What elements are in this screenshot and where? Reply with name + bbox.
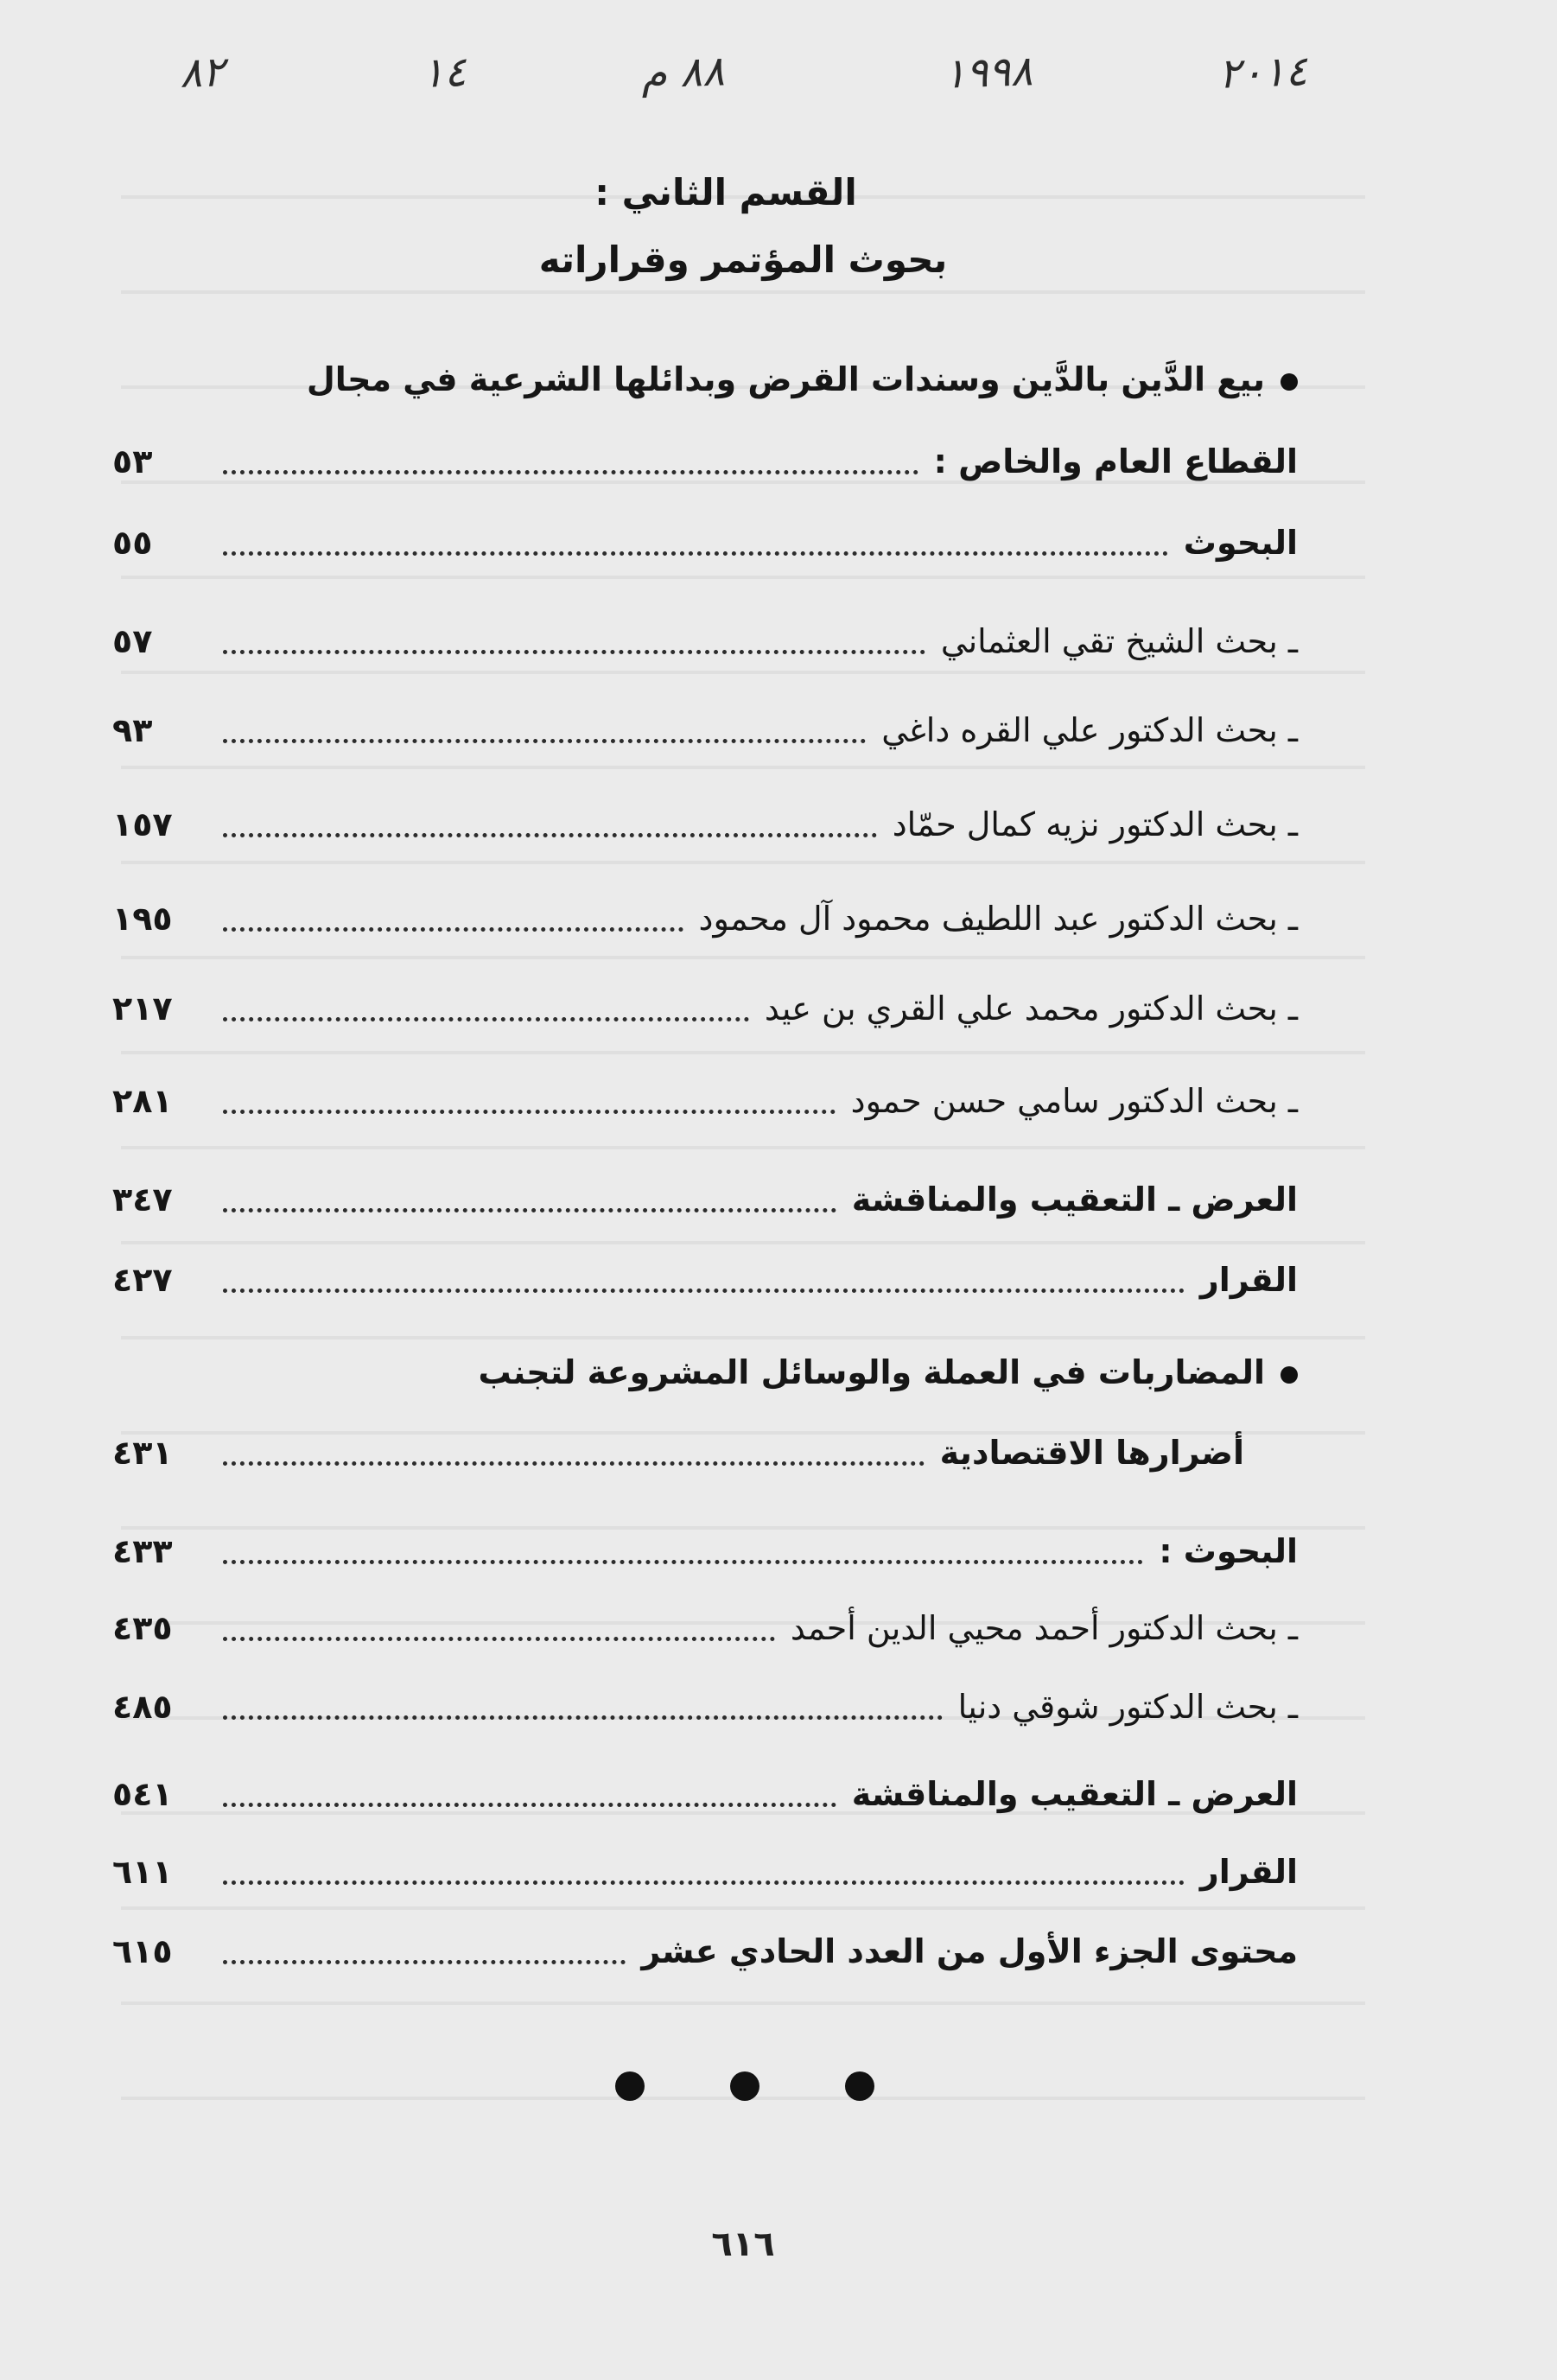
toc-entry-page: ٤٨٥ bbox=[112, 1688, 173, 1726]
toc-entry-page: ٢٨١ bbox=[112, 1082, 173, 1120]
dot-leader bbox=[223, 1960, 626, 1964]
toc-entry-page: ٣٤٧ bbox=[112, 1180, 173, 1219]
handwritten-note-5: ٢٠١٤ bbox=[1217, 47, 1309, 99]
page-number: ٦١٦ bbox=[711, 2224, 775, 2264]
toc-entry bbox=[112, 1173, 1298, 1226]
toc-entry-page: ٦١١ bbox=[112, 1853, 173, 1891]
table-of-contents bbox=[112, 0, 1298, 2380]
toc-entry-label: ـ بحث الدكتور شوقي دنيا bbox=[957, 1688, 1298, 1726]
toc-entry-label: ـ بحث الشيخ تقي العثماني bbox=[940, 622, 1298, 660]
toc-entry-label: ـ بحث الدكتور أحمد محيي الدين أحمد bbox=[790, 1609, 1298, 1647]
toc-entry bbox=[112, 892, 1298, 945]
toc-entry bbox=[112, 703, 1298, 757]
dot-icon bbox=[615, 2071, 645, 2101]
toc-entry bbox=[112, 516, 1298, 570]
bullet-icon bbox=[1281, 1366, 1298, 1384]
separator-dots bbox=[615, 2071, 874, 2106]
toc-entry-label: العرض ـ التعقيب والمناقشة bbox=[851, 1180, 1298, 1219]
toc-entry-page: ٤٣٥ bbox=[112, 1609, 173, 1647]
toc-entry-label: ـ بحث الدكتور عبد اللطيف محمود آل محمود bbox=[698, 900, 1298, 938]
toc-entry-label: ـ بحث الدكتور نزيه كمال حمّاد bbox=[892, 805, 1298, 843]
toc-entry bbox=[112, 1601, 1298, 1655]
toc-entry bbox=[112, 1524, 1298, 1578]
dot-leader bbox=[223, 1715, 943, 1720]
toc-entry-label: ـ بحث الدكتور سامي حسن حمود bbox=[850, 1082, 1298, 1120]
toc-entry-label: ـ بحث الدكتور علي القره داغي bbox=[881, 711, 1298, 749]
toc-entry bbox=[112, 1426, 1298, 1480]
dot-leader bbox=[223, 470, 918, 474]
dot-leader bbox=[223, 551, 1168, 556]
toc-entry-label: القرار bbox=[1199, 1853, 1298, 1891]
toc-entry bbox=[112, 1680, 1298, 1734]
dot-leader bbox=[223, 1110, 836, 1114]
dot-leader bbox=[223, 1289, 1185, 1293]
toc-entry bbox=[112, 435, 1298, 488]
toc-entry-page: ٥٣ bbox=[112, 442, 153, 480]
handwritten-note-4: ١٩٩٨ bbox=[943, 47, 1034, 99]
dot-icon bbox=[730, 2071, 759, 2101]
toc-entry bbox=[112, 1925, 1298, 1978]
toc-entry-page: ٤٣١ bbox=[112, 1434, 173, 1472]
dot-leader bbox=[223, 1560, 1143, 1564]
toc-entry-page: ٤٣٣ bbox=[112, 1532, 173, 1570]
toc-entry-label: ـ بحث الدكتور محمد علي القري بن عيد bbox=[764, 990, 1298, 1028]
toc-entry-page: ٥٤١ bbox=[112, 1775, 173, 1813]
dot-leader bbox=[223, 1208, 836, 1212]
toc-entry-page: ٢١٧ bbox=[112, 990, 173, 1028]
toc-entry-page: ٩٣ bbox=[112, 711, 153, 749]
toc-entry bbox=[112, 1253, 1298, 1307]
toc-entry bbox=[112, 982, 1298, 1035]
toc-entry bbox=[112, 1767, 1298, 1821]
dot-leader bbox=[223, 1803, 836, 1807]
toc-group-2-heading bbox=[112, 1346, 1298, 1399]
section-title: بحوث المؤتمر وقراراته bbox=[538, 239, 948, 281]
toc-entry bbox=[112, 798, 1298, 851]
toc-entry-label: العرض ـ التعقيب والمناقشة bbox=[851, 1775, 1298, 1813]
bullet-icon bbox=[1281, 373, 1298, 391]
dot-icon bbox=[845, 2071, 874, 2101]
handwritten-note-3: ٨٨ م bbox=[640, 47, 726, 99]
toc-entry bbox=[112, 1074, 1298, 1128]
toc-group-1-title: بيع الدَّين بالدَّين وسندات القرض وبدائلها الشرعية في مجال bbox=[307, 360, 1298, 398]
toc-entry-label: القطاع العام والخاص : bbox=[933, 442, 1298, 480]
toc-entry-page: ٦١٥ bbox=[112, 1932, 173, 1970]
section-label: القسم الثاني : bbox=[594, 171, 857, 213]
dot-leader bbox=[223, 1880, 1185, 1885]
dot-leader bbox=[223, 1637, 775, 1641]
dot-leader bbox=[223, 927, 683, 932]
handwritten-note-2: ١٤ bbox=[421, 48, 467, 98]
dot-leader bbox=[223, 833, 877, 837]
toc-entry bbox=[112, 1845, 1298, 1899]
toc-entry-label: محتوى الجزء الأول من العدد الحادي عشر bbox=[641, 1932, 1298, 1970]
handwritten-note-1: ٨٢ bbox=[179, 48, 226, 98]
toc-group-2-title: المضاربات في العملة والوسائل المشروعة لتجنب bbox=[479, 1353, 1299, 1391]
toc-entry-label: البحوث : bbox=[1159, 1532, 1298, 1570]
dot-leader bbox=[223, 1017, 749, 1021]
dot-leader bbox=[223, 1461, 925, 1466]
dot-leader bbox=[223, 739, 866, 743]
toc-entry-label: البحوث bbox=[1183, 524, 1298, 562]
toc-entry-page: ١٥٧ bbox=[112, 805, 173, 843]
toc-entry bbox=[112, 614, 1298, 668]
toc-entry-page: ٥٥ bbox=[112, 524, 153, 562]
toc-entry-label: أضرارها الاقتصادية bbox=[939, 1434, 1244, 1472]
toc-entry-label: القرار bbox=[1199, 1261, 1298, 1299]
toc-entry-page: ١٩٥ bbox=[112, 900, 173, 938]
toc-entry-page: ٤٢٧ bbox=[112, 1261, 173, 1299]
dot-leader bbox=[223, 650, 925, 654]
toc-group-1-heading bbox=[112, 353, 1298, 406]
toc-entry-page: ٥٧ bbox=[112, 622, 153, 660]
